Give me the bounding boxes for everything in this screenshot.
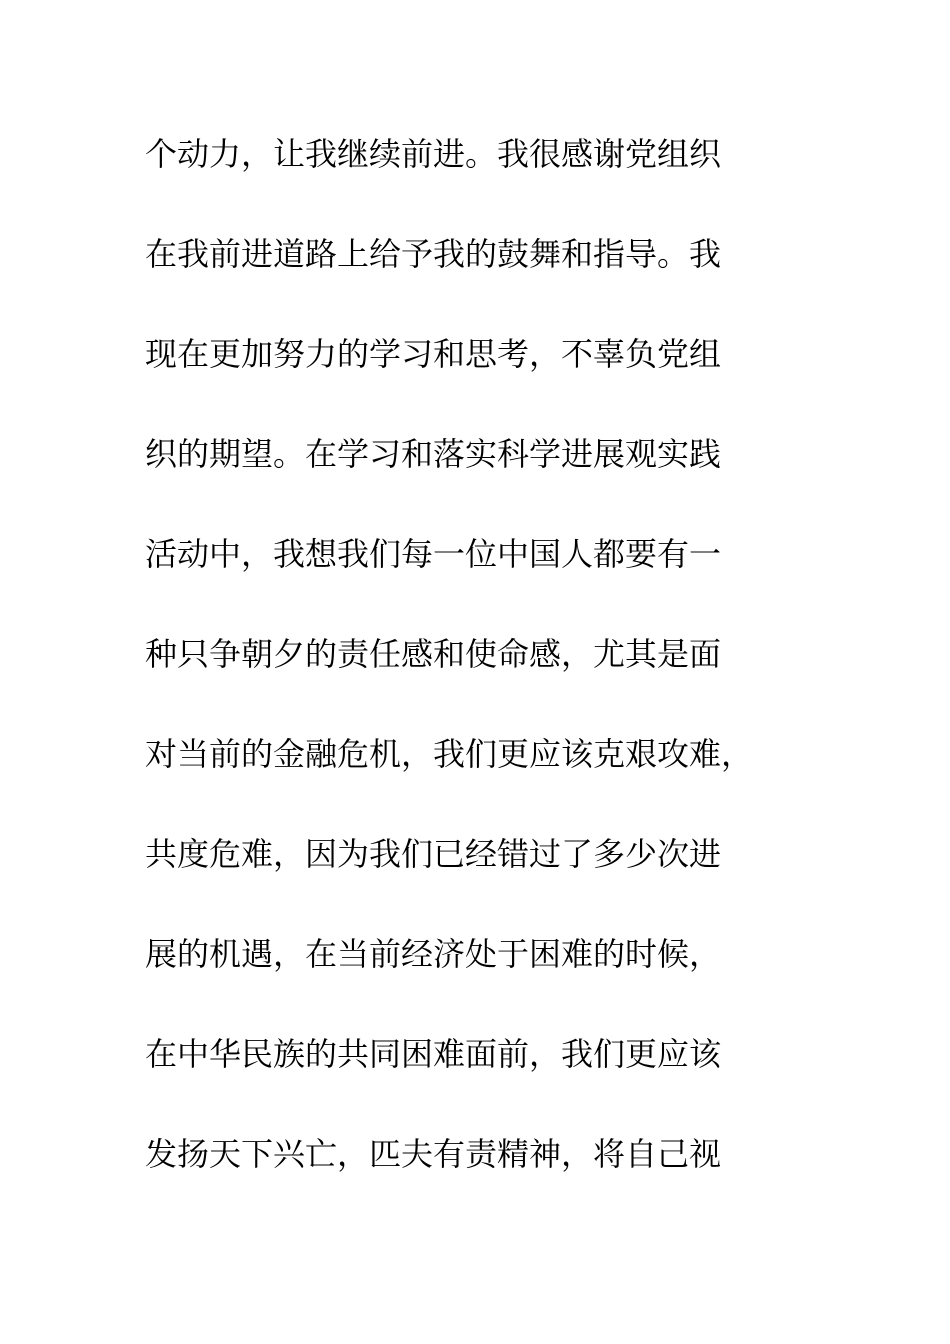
text-line: 现在更加努力的学习和思考，不辜负党组 [145, 335, 722, 373]
text-line: 展的机遇，在当前经济处于困难的时候， [145, 935, 722, 973]
text-line: 发扬天下兴亡，匹夫有责精神，将自己视 [145, 1135, 722, 1173]
body-text [145, 124, 825, 1224]
text-line: 对当前的金融危机，我们更应该克艰攻难， [145, 735, 754, 773]
text-line: 活动中，我想我们每一位中国人都要有一 [145, 535, 722, 573]
text-line: 织的期望。在学习和落实科学进展观实践 [145, 435, 722, 473]
text-line: 个动力，让我继续前进。我很感谢党组织 [145, 135, 722, 173]
text-line: 种只争朝夕的责任感和使命感，尤其是面 [145, 635, 722, 673]
text-line: 共度危难，因为我们已经错过了多少次进 [145, 835, 722, 873]
text-line: 在中华民族的共同困难面前，我们更应该 [145, 1035, 722, 1073]
text-line: 在我前进道路上给予我的鼓舞和指导。我 [145, 235, 722, 273]
